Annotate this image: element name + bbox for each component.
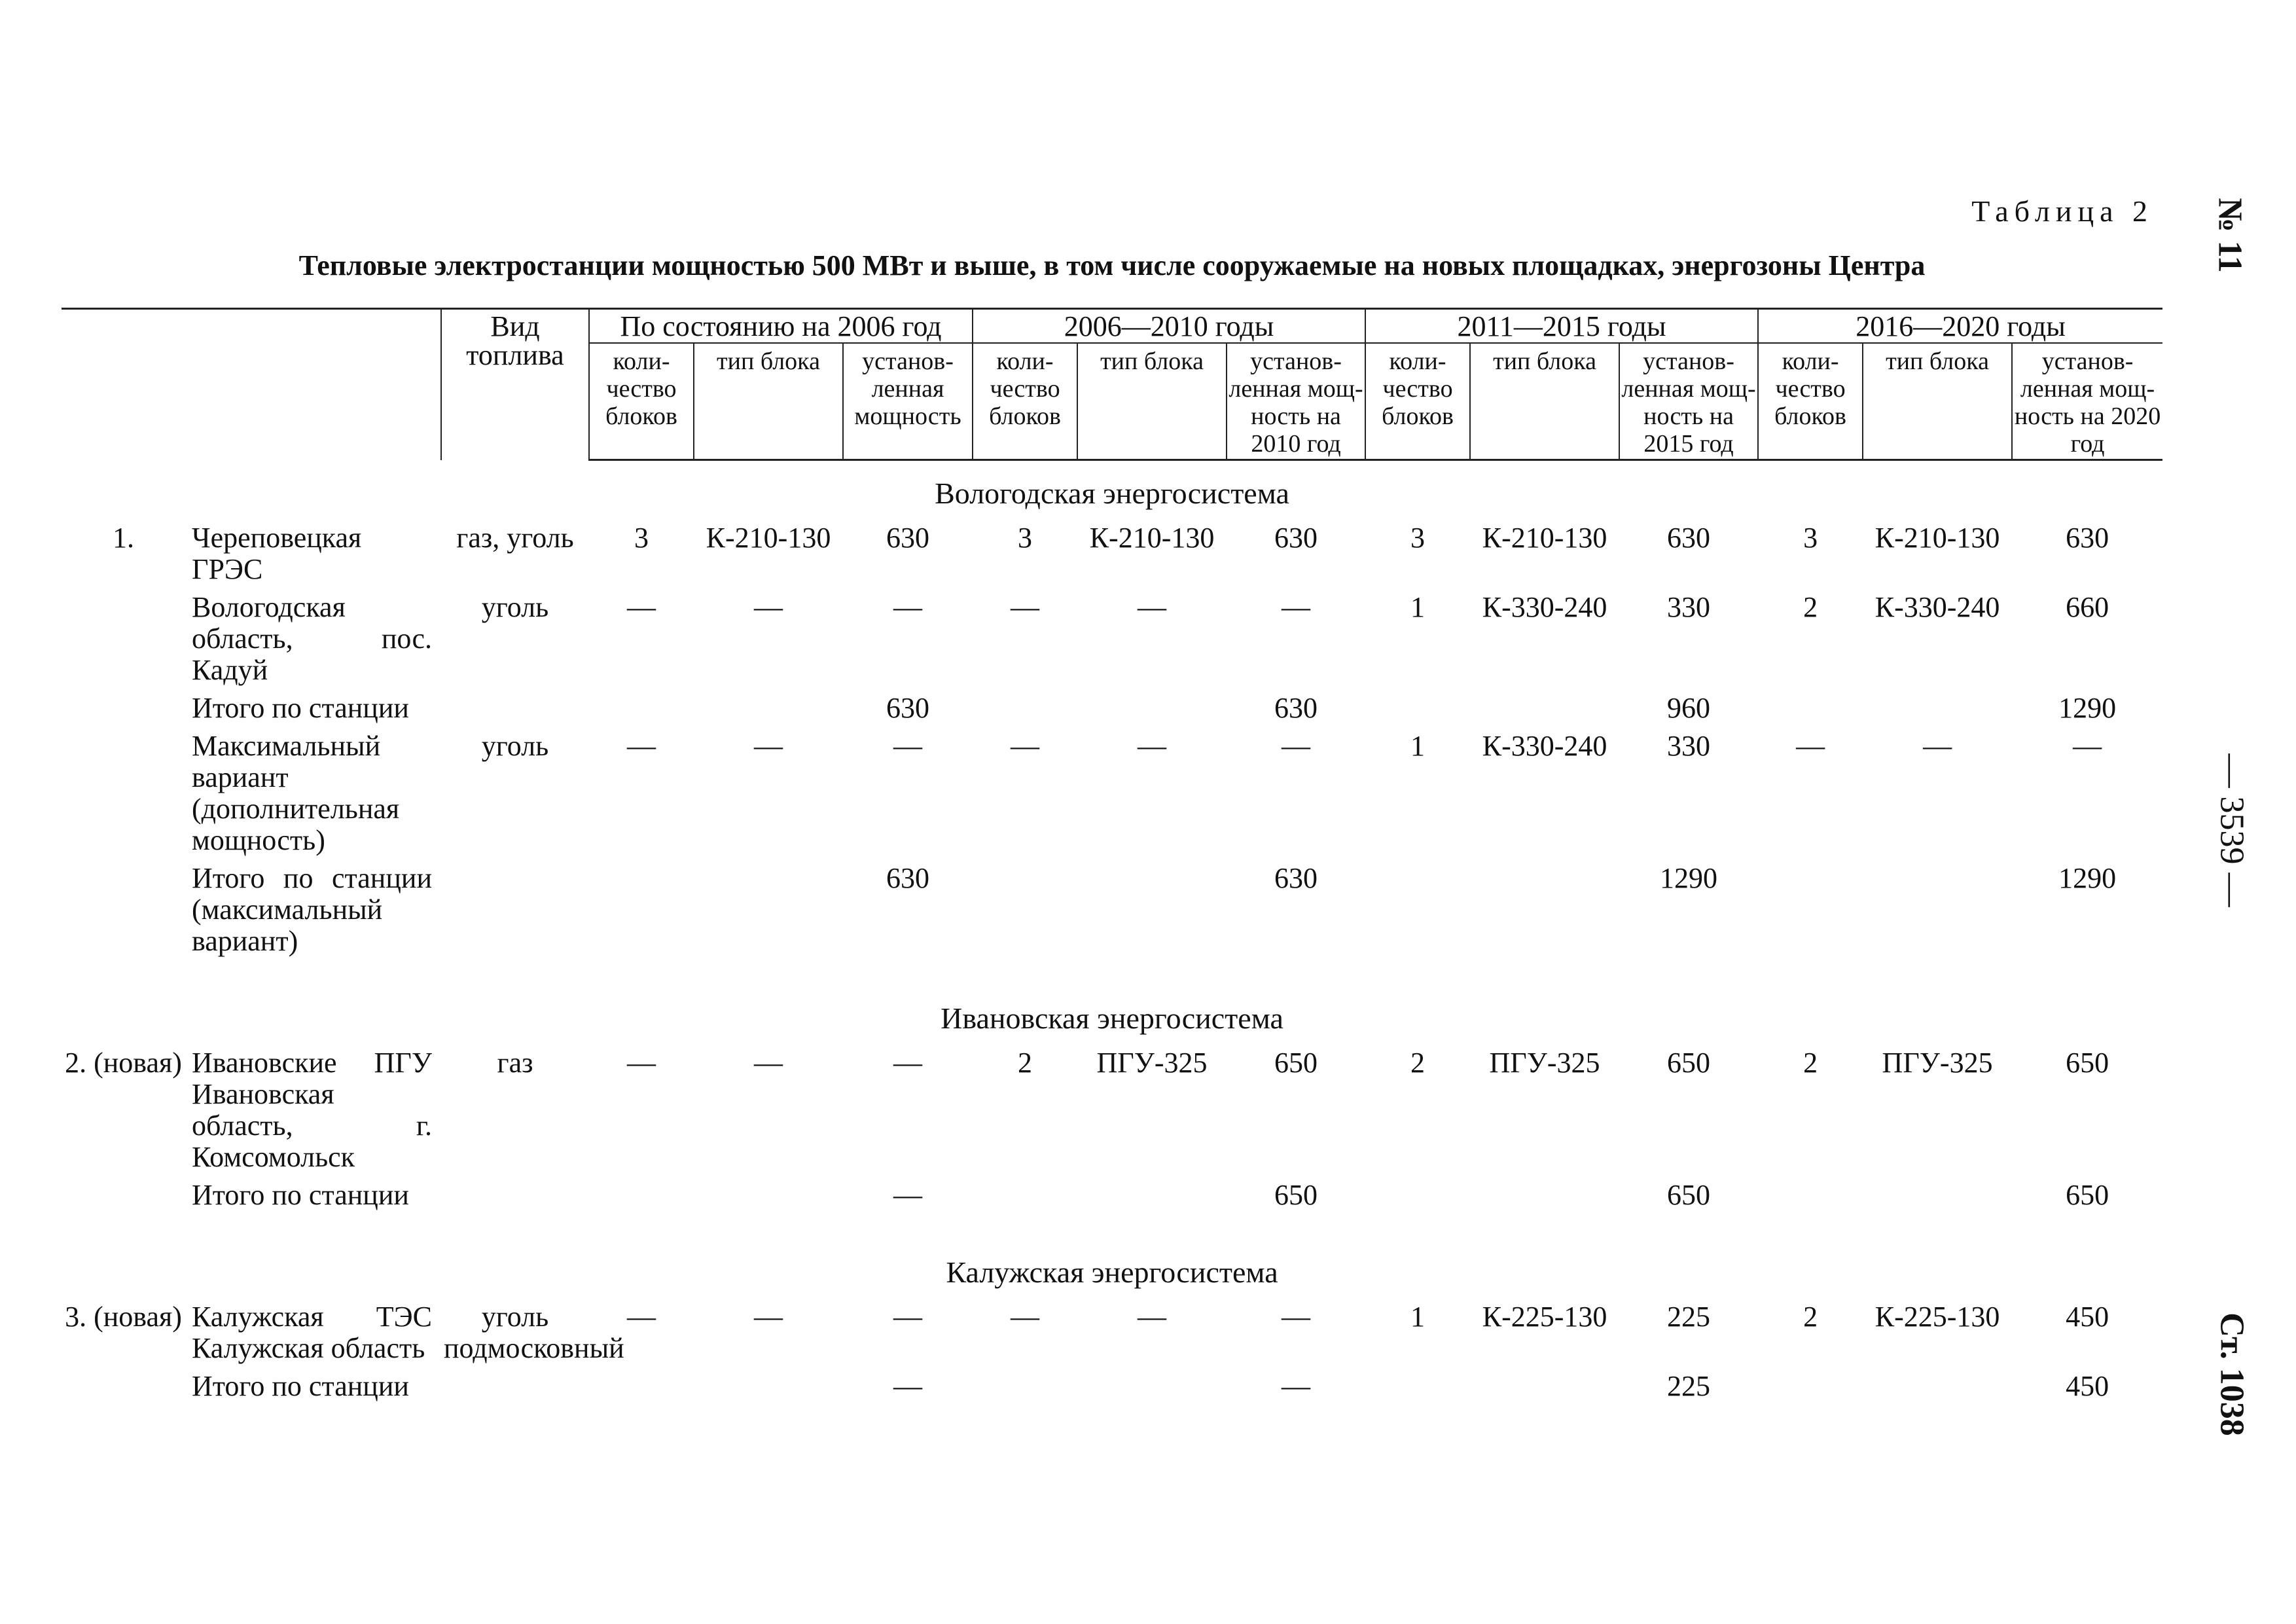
- installed-capacity: 450: [2066, 1301, 2109, 1333]
- page-number: — 3539 —: [2213, 753, 2251, 907]
- station-name: Максимальный вариант (дополнительная мощность): [192, 730, 400, 856]
- section-title: Ивановская энергосистема: [941, 1001, 1283, 1035]
- section-spacer: [62, 960, 2162, 986]
- header-type: тип блока: [694, 343, 843, 460]
- header-type: тип блока: [1470, 343, 1619, 460]
- unit-count: —: [1011, 1301, 1040, 1333]
- unit-type: —: [754, 591, 783, 623]
- table-label: Таблица 2: [1971, 194, 2153, 228]
- fuel-type: [441, 689, 589, 727]
- fuel-type: уголь: [481, 591, 549, 623]
- header-capacity: установ-ленная мощ-ность на 2015 год: [1619, 343, 1758, 460]
- installed-capacity: 650: [1274, 1179, 1318, 1211]
- fuel-type: [441, 1176, 589, 1214]
- unit-type: [1470, 1176, 1619, 1214]
- unit-count: 3: [1018, 522, 1033, 554]
- row-number: 3. (новая): [65, 1301, 182, 1333]
- document-title: Тепловые электростанции мощностью 500 МВт и выше, в том числе сооружаемые на новых площадках, энергозоны Центра: [298, 249, 1926, 281]
- unit-count: 2: [1803, 591, 1818, 623]
- unit-count: [1758, 859, 1863, 960]
- installed-capacity: 630: [1274, 522, 1318, 554]
- unit-count: 3: [634, 522, 649, 554]
- unit-type: [694, 1176, 843, 1214]
- table-row: [62, 859, 2162, 960]
- header-capacity: установ-ленная мощ-ность на 2010 год: [1227, 343, 1365, 460]
- unit-type: —: [754, 1301, 783, 1333]
- unit-count: 3: [1410, 522, 1426, 554]
- installed-capacity: 1290: [2058, 692, 2117, 724]
- unit-type: —: [1138, 591, 1167, 623]
- unit-type: [694, 689, 843, 727]
- row-number: 2. (новая): [65, 1047, 182, 1079]
- installed-capacity: —: [893, 1047, 923, 1079]
- station-name: Итого по станции: [192, 692, 409, 724]
- fuel-type: газ: [497, 1047, 533, 1079]
- installed-capacity: —: [893, 591, 923, 623]
- unit-count: [973, 1367, 1077, 1405]
- unit-type: [1077, 1367, 1227, 1405]
- station-name: Ивановские ПГУ Ивановская область, г. Комсомольск: [192, 1047, 432, 1173]
- unit-type: [694, 859, 843, 960]
- row-number: [62, 689, 189, 727]
- section-header-row: [62, 986, 2162, 1043]
- section-title: Калужская энергосистема: [946, 1255, 1278, 1289]
- power-plants-table: [62, 308, 2162, 1405]
- unit-type: —: [1923, 730, 1952, 762]
- row-number: [62, 1176, 189, 1214]
- unit-type: [694, 1367, 843, 1405]
- unit-type: К-330-240: [1482, 730, 1607, 762]
- header-count: коли-чество блоков: [589, 343, 694, 460]
- table-row: [62, 689, 2162, 727]
- unit-type: [1077, 1176, 1227, 1214]
- unit-type: —: [754, 1047, 783, 1079]
- installed-capacity: 1290: [2058, 862, 2117, 894]
- unit-count: [1758, 1367, 1863, 1405]
- issue-number: № 11: [2211, 198, 2249, 273]
- header-period-2011-2015: 2011—2015 годы: [1365, 309, 1758, 344]
- unit-type: [1863, 1367, 2012, 1405]
- installed-capacity: —: [893, 1370, 923, 1402]
- unit-count: —: [627, 591, 656, 623]
- installed-capacity: 630: [886, 522, 930, 554]
- unit-count: —: [1796, 730, 1825, 762]
- fuel-type: уголь подмосковный: [444, 1301, 624, 1364]
- unit-count: 1: [1410, 1301, 1426, 1333]
- installed-capacity: 960: [1667, 692, 1711, 724]
- fuel-type: уголь: [481, 730, 549, 762]
- header-blank: [62, 309, 441, 460]
- unit-type: [1470, 1367, 1619, 1405]
- unit-type: [1077, 689, 1227, 727]
- installed-capacity: —: [1282, 730, 1311, 762]
- unit-type: [1863, 1176, 2012, 1214]
- station-name: Итого по станции (максимальный вариант): [192, 862, 432, 957]
- table-row: [62, 1297, 2162, 1367]
- unit-count: [589, 1367, 694, 1405]
- unit-type: [1470, 689, 1619, 727]
- unit-count: —: [1011, 730, 1040, 762]
- installed-capacity: 630: [1667, 522, 1711, 554]
- header-count: коли-чество блоков: [973, 343, 1077, 460]
- station-name: Череповецкая ГРЭС: [192, 522, 362, 585]
- unit-count: [973, 1176, 1077, 1214]
- unit-type: К-225-130: [1482, 1301, 1607, 1333]
- unit-count: —: [1011, 591, 1040, 623]
- unit-type: К-210-130: [1482, 522, 1607, 554]
- header-period-2006-2010: 2006—2010 годы: [973, 309, 1365, 344]
- unit-count: [1365, 1367, 1470, 1405]
- installed-capacity: 225: [1667, 1301, 1711, 1333]
- unit-count: [973, 689, 1077, 727]
- header-period-2016-2020: 2016—2020 годы: [1758, 309, 2162, 344]
- unit-type: [1077, 859, 1227, 960]
- installed-capacity: 225: [1667, 1370, 1711, 1402]
- section-title: Вологодская энергосистема: [935, 477, 1289, 510]
- unit-type: —: [1138, 1301, 1167, 1333]
- table-row: [62, 518, 2162, 588]
- unit-count: [589, 1176, 694, 1214]
- table-body: [62, 460, 2162, 1405]
- header-count: коли-чество блоков: [1365, 343, 1470, 460]
- unit-count: [589, 689, 694, 727]
- unit-type: [1863, 689, 2012, 727]
- installed-capacity: 450: [2066, 1370, 2109, 1402]
- unit-type: К-210-130: [706, 522, 831, 554]
- unit-type: [1470, 859, 1619, 960]
- unit-type: ПГУ-325: [1096, 1047, 1208, 1079]
- table-row: [62, 1367, 2162, 1405]
- installed-capacity: —: [1282, 1301, 1311, 1333]
- installed-capacity: 650: [1274, 1047, 1318, 1079]
- installed-capacity: 630: [1274, 862, 1318, 894]
- installed-capacity: —: [893, 1179, 923, 1211]
- unit-count: [1758, 689, 1863, 727]
- installed-capacity: —: [893, 730, 923, 762]
- unit-count: 1: [1410, 591, 1426, 623]
- unit-type: К-330-240: [1482, 591, 1607, 623]
- section-header-row: [62, 1240, 2162, 1297]
- unit-count: [589, 859, 694, 960]
- header-fuel: Вид топлива: [441, 309, 589, 460]
- fuel-type: [441, 1367, 589, 1405]
- station-name: Итого по станции: [192, 1179, 409, 1211]
- unit-type: [1863, 859, 2012, 960]
- installed-capacity: 650: [2066, 1047, 2109, 1079]
- unit-type: К-225-130: [1874, 1301, 2000, 1333]
- table-header: [62, 309, 2162, 460]
- installed-capacity: 650: [2066, 1179, 2109, 1211]
- installed-capacity: 330: [1667, 730, 1711, 762]
- unit-count: —: [627, 1301, 656, 1333]
- unit-count: —: [627, 1047, 656, 1079]
- installed-capacity: 630: [1274, 692, 1318, 724]
- unit-count: [1365, 859, 1470, 960]
- table-row: [62, 1176, 2162, 1214]
- installed-capacity: —: [893, 1301, 923, 1333]
- unit-count: 2: [1803, 1047, 1818, 1079]
- fuel-type: газ, уголь: [456, 522, 574, 554]
- installed-capacity: —: [1282, 591, 1311, 623]
- header-count: коли-чество блоков: [1758, 343, 1863, 460]
- fuel-type: [441, 859, 589, 960]
- unit-count: 1: [1410, 730, 1426, 762]
- table-row: [62, 1043, 2162, 1176]
- installed-capacity: 330: [1667, 591, 1711, 623]
- unit-type: —: [754, 730, 783, 762]
- table-row: [62, 727, 2162, 859]
- unit-type: К-330-240: [1874, 591, 2000, 623]
- row-number: [62, 1367, 189, 1405]
- unit-count: 2: [1803, 1301, 1818, 1333]
- installed-capacity: 660: [2066, 591, 2109, 623]
- row-number: [62, 588, 189, 689]
- header-capacity: установ-ленная мощность: [843, 343, 973, 460]
- installed-capacity: 1290: [1660, 862, 1718, 894]
- unit-count: 2: [1410, 1047, 1426, 1079]
- header-type: тип блока: [1863, 343, 2012, 460]
- article-number: Ст. 1038: [2213, 1312, 2251, 1436]
- unit-count: —: [627, 730, 656, 762]
- row-number: [62, 727, 189, 859]
- unit-count: [1365, 1176, 1470, 1214]
- row-number: 1.: [113, 522, 134, 554]
- unit-type: ПГУ-325: [1882, 1047, 1993, 1079]
- unit-type: К-210-130: [1874, 522, 2000, 554]
- station-name: Вологодская область, пос. Кадуй: [192, 591, 432, 686]
- row-number: [62, 859, 189, 960]
- installed-capacity: 630: [886, 862, 930, 894]
- unit-count: [973, 859, 1077, 960]
- header-type: тип блока: [1077, 343, 1227, 460]
- installed-capacity: 630: [886, 692, 930, 724]
- unit-count: [1365, 689, 1470, 727]
- station-name: Итого по станции: [192, 1370, 409, 1402]
- unit-count: 2: [1018, 1047, 1033, 1079]
- table-row: [62, 588, 2162, 689]
- installed-capacity: 630: [2066, 522, 2109, 554]
- installed-capacity: 650: [1667, 1179, 1711, 1211]
- unit-type: К-210-130: [1089, 522, 1215, 554]
- station-name: Калужская ТЭС Калужская область: [192, 1301, 432, 1364]
- unit-type: —: [1138, 730, 1167, 762]
- section-spacer: [62, 1214, 2162, 1240]
- unit-type: ПГУ-325: [1489, 1047, 1600, 1079]
- installed-capacity: —: [1282, 1370, 1311, 1402]
- installed-capacity: —: [2073, 730, 2102, 762]
- header-period-2006: По состоянию на 2006 год: [589, 309, 973, 344]
- unit-count: 3: [1803, 522, 1818, 554]
- header-capacity: установ-ленная мощ-ность на 2020 год: [2012, 343, 2162, 460]
- installed-capacity: 650: [1667, 1047, 1711, 1079]
- section-header-row: [62, 460, 2162, 519]
- unit-count: [1758, 1176, 1863, 1214]
